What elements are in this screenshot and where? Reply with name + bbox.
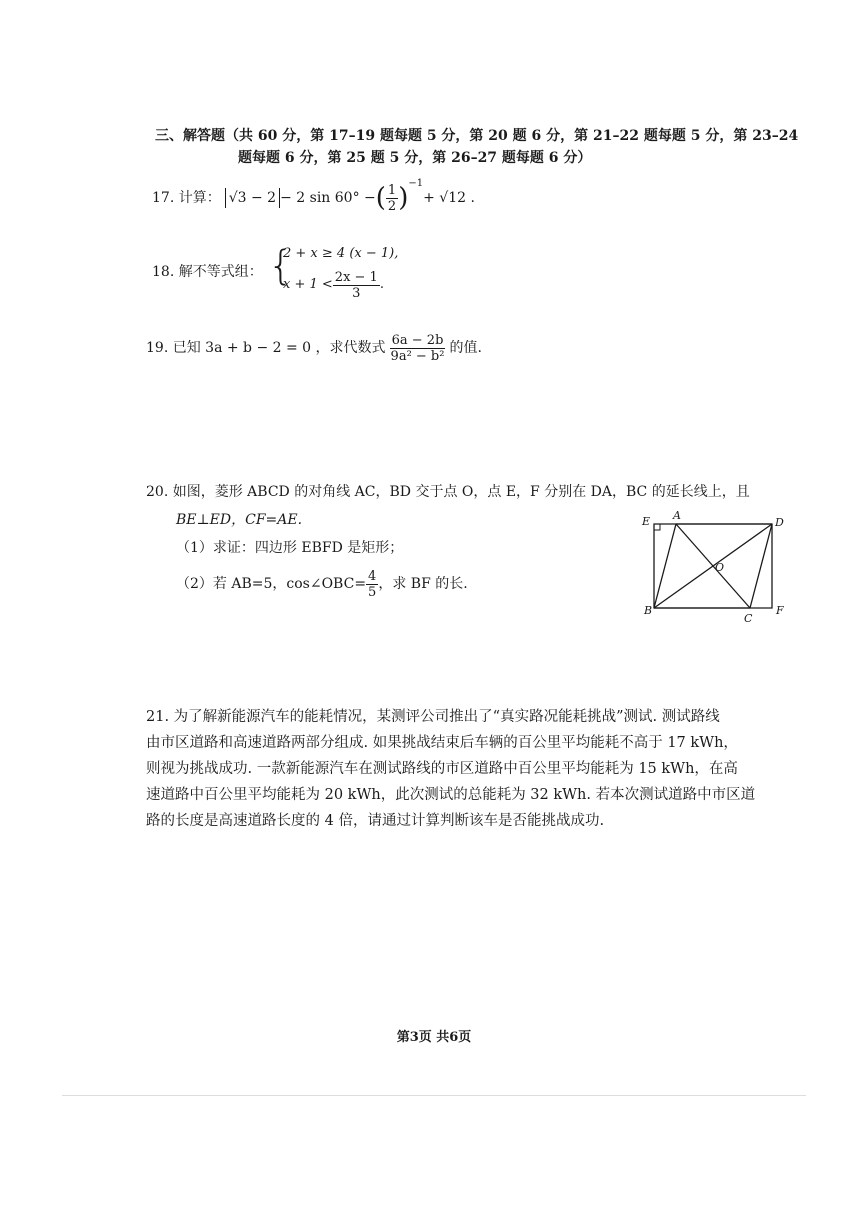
- label-d: D: [775, 516, 784, 529]
- section-title-line1: 三、解答题（共 60 分，第 17–19 题每题 5 分，第 20 题 6 分，第 21–22 题每题 5 分，第 23–24: [155, 128, 799, 144]
- label-f: F: [776, 604, 784, 617]
- q19-post: 的值.: [449, 340, 482, 356]
- q21-line4: 速道路中百公里平均能耗为 20 kWh，此次测试的总能耗为 32 kWh. 若本次测试道路中市区道: [146, 787, 756, 803]
- q20-fraction: [366, 569, 378, 600]
- q17-tail: + √12 .: [423, 190, 475, 206]
- right-angle-mark: [654, 524, 660, 530]
- q18-line1: 2 + x ≥ 4 (x − 1),: [283, 246, 399, 261]
- q17-exponent: −1: [408, 178, 424, 189]
- label-b: B: [644, 604, 653, 617]
- q17-right-paren: ): [398, 183, 409, 213]
- q20-part2-post: ，求 BF 的长.: [378, 576, 468, 592]
- q21-line5: 路的长度是高速道路长度的 4 倍，请通过计算判断该车是否能挑战成功.: [146, 813, 605, 829]
- q17-mid: − 2 sin 60° −: [280, 190, 376, 206]
- q20-line2: BE⊥ED，CF=AE.: [176, 512, 303, 528]
- q20-frac-num: 4: [368, 568, 377, 584]
- label-o: O: [715, 561, 725, 574]
- q17-label: 17. 计算：: [152, 190, 221, 206]
- q21-line2: 由市区道路和高速道路两部分组成. 如果挑战结束后车辆的百公里平均能耗不高于 17 kWh，: [146, 735, 738, 751]
- question-17: [152, 178, 475, 218]
- q17-frac-num: 1: [387, 182, 397, 198]
- question-19: [146, 330, 482, 366]
- bottom-divider: [62, 1095, 806, 1096]
- q18-line2-post: .: [379, 277, 384, 292]
- q17-fraction: [386, 183, 398, 214]
- q19-fraction: [389, 333, 447, 364]
- q21-line3: 则视为挑战成功. 一款新能源汽车在测试路线的市区道路中百公里平均能耗为 15 kWh，在高: [146, 761, 738, 777]
- label-e: E: [642, 515, 651, 528]
- q18-line2-pre: x + 1 <: [283, 277, 333, 292]
- q19-pre: 19. 已知 3a + b − 2 = 0 ，求代数式: [146, 340, 386, 356]
- q18-frac-num: 2x − 1: [334, 269, 378, 285]
- q20-part2-pre: （2）若 AB=5，cos∠OBC=: [176, 576, 367, 592]
- label-a: A: [673, 509, 681, 522]
- q20-part2: [176, 566, 468, 602]
- rhombus-figure: [636, 508, 794, 628]
- label-c: C: [744, 612, 753, 625]
- q18-label: 18. 解不等式组：: [152, 264, 263, 280]
- q18-frac-den: 3: [352, 285, 361, 301]
- q19-frac-num: 6a − 2b: [391, 332, 444, 348]
- q17-left-paren: (: [375, 183, 386, 213]
- section-title-line2: 题每题 6 分，第 25 题 5 分，第 26–27 题每题 6 分）: [238, 150, 592, 166]
- q18-line2: [283, 268, 384, 302]
- q21-line1: 21. 为了解新能源汽车的能耗情况，某测评公司推出了“真实路况能耗挑战”测试. 测试路线: [146, 709, 720, 725]
- q20-line1: 20. 如图，菱形 ABCD 的对角线 AC，BD 交于点 O，点 E，F 分别在 DA，BC 的延长线上，且: [146, 484, 750, 500]
- q17-frac-den: 2: [387, 198, 397, 214]
- diagonal-bd: [654, 524, 772, 608]
- q20-frac-den: 5: [368, 584, 377, 600]
- q17-abs-expr: √3 − 2: [225, 188, 280, 208]
- q18-brace: {: [268, 243, 294, 289]
- q19-frac-den: 9a² − b²: [390, 348, 445, 364]
- q20-part1: （1）求证：四边形 EBFD 是矩形；: [176, 540, 404, 556]
- q18-fraction: [333, 270, 380, 301]
- page-number: 第3页 共6页: [396, 1030, 472, 1045]
